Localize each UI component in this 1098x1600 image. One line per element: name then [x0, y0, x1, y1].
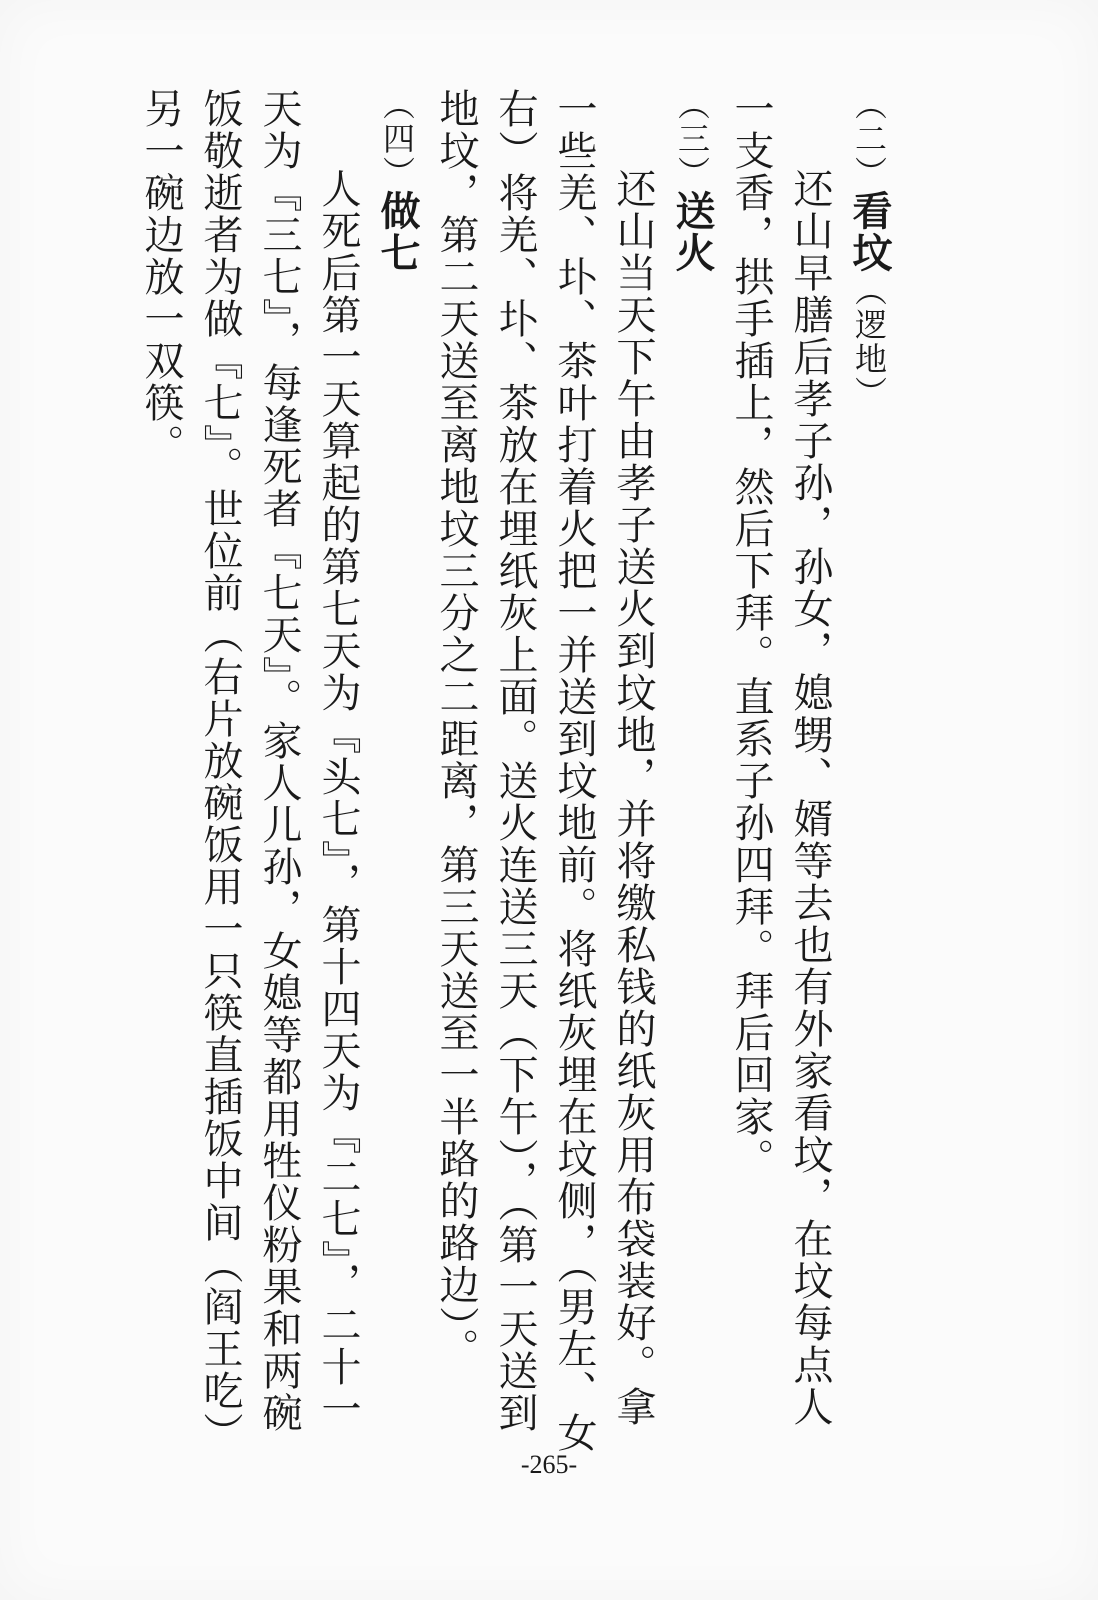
section-body-2: 还山早膳后孝子孙，孙女，媳甥、婿等去也有外家看坟，在坟每点人一支香，拱手插上，然后下拜。直系子孙四拜。拜后回家。 [728, 88, 833, 1428]
section-body-3: 还山当天下午由孝子送火到坟地，并将缴私钱的纸灰用布袋装好。拿一些羌、圤、茶叶打着火把一并送到坟地前。将纸灰埋在坟侧，（男左、女右）将羌、圤、茶放在埋纸灰上面。送火连送三天（下午），（第一天送到地坟，第二天送至离地坟三分之二距离，第三天送至一半路的路边）。 [433, 88, 656, 1454]
section-body-4: 人死后第一天算起的第七天为『头七』，第十四天为『二七』，二十一天为『三七』，每逢死者『七天』。家人儿孙，女媳等都用牲仪粉果和两碗饭敬逝者为做『七』。世位前（右片放碗饭用一只筷直插饭中间（阎王吃）另一碗边放一双筷。 [138, 88, 361, 1454]
section-number-2: （二） [850, 88, 888, 190]
vertical-text-body [131, 88, 898, 1468]
section-number-4: （四） [378, 88, 416, 190]
section-title-3: 送火 [669, 190, 715, 274]
section-subtitle-2: （逻地） [850, 274, 888, 410]
section-heading-2 [839, 88, 898, 1468]
section-title-4: 做七 [374, 190, 420, 274]
page-number: -265- [520, 1450, 578, 1479]
section-heading-3 [662, 88, 721, 1468]
section-number-3: （三） [673, 88, 711, 190]
section-title-2: 看坟 [846, 190, 892, 274]
section-heading-4 [367, 88, 426, 1468]
